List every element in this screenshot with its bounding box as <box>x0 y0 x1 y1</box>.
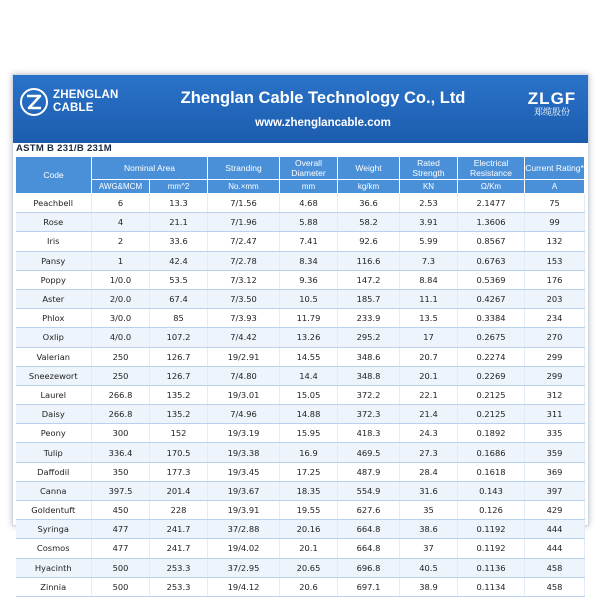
cell-resistance: 0.5369 <box>458 270 525 289</box>
cell-mm2: 253.3 <box>150 577 208 596</box>
cell-strength: 28.4 <box>400 462 458 481</box>
cable-spec-table <box>15 156 585 597</box>
cell-awg-mcm: 450 <box>92 501 150 520</box>
cell-strength: 8.84 <box>400 270 458 289</box>
table-body <box>16 194 585 597</box>
cell-strength: 21.4 <box>400 405 458 424</box>
cell-resistance: 0.2269 <box>458 366 525 385</box>
cell-weight: 92.6 <box>338 232 400 251</box>
cell-code: Zinnia <box>16 577 92 596</box>
cell-awg-mcm: 397.5 <box>92 481 150 500</box>
table-row <box>16 194 585 213</box>
cell-resistance: 0.3384 <box>458 309 525 328</box>
cell-code: Sneezewort <box>16 366 92 385</box>
cell-code: Syringa <box>16 520 92 539</box>
brand-mark <box>524 91 580 118</box>
cell-current: 444 <box>525 520 585 539</box>
cell-code: Peony <box>16 424 92 443</box>
brand-abbrev: ZLGF <box>527 89 577 108</box>
cell-diameter: 11.79 <box>280 309 338 328</box>
cell-diameter: 18.35 <box>280 481 338 500</box>
cell-strength: 31.6 <box>400 481 458 500</box>
table-row <box>16 347 585 366</box>
cell-mm2: 253.3 <box>150 558 208 577</box>
cell-awg-mcm: 1/0.0 <box>92 270 150 289</box>
cell-diameter: 7.41 <box>280 232 338 251</box>
table-row <box>16 232 585 251</box>
cell-strength: 13.5 <box>400 309 458 328</box>
unit-resistance: Ω/Km <box>458 180 525 194</box>
cell-stranding: 19/3.01 <box>208 385 280 404</box>
unit-mm2: mm^2 <box>150 180 208 194</box>
cell-code: Rose <box>16 213 92 232</box>
cell-diameter: 17.25 <box>280 462 338 481</box>
cell-current: 312 <box>525 385 585 404</box>
unit-strength: KN <box>400 180 458 194</box>
header-electrical-resistance: Electrical Resistance <box>458 157 525 180</box>
cell-code: Goldentuft <box>16 501 92 520</box>
cell-resistance: 0.1892 <box>458 424 525 443</box>
cell-mm2: 13.3 <box>150 194 208 213</box>
header-overall-diameter: Overall Diameter <box>280 157 338 180</box>
table-row <box>16 213 585 232</box>
cell-code: Peachbell <box>16 194 92 213</box>
cell-strength: 27.3 <box>400 443 458 462</box>
cell-weight: 233.9 <box>338 309 400 328</box>
table-row <box>16 443 585 462</box>
cell-weight: 116.6 <box>338 251 400 270</box>
cell-resistance: 0.8567 <box>458 232 525 251</box>
cell-awg-mcm: 2 <box>92 232 150 251</box>
cell-current: 153 <box>525 251 585 270</box>
cell-current: 299 <box>525 347 585 366</box>
cell-mm2: 53.5 <box>150 270 208 289</box>
cell-awg-mcm: 477 <box>92 539 150 558</box>
cell-current: 335 <box>525 424 585 443</box>
cell-current: 397 <box>525 481 585 500</box>
cell-mm2: 170.5 <box>150 443 208 462</box>
cell-diameter: 20.16 <box>280 520 338 539</box>
cell-current: 132 <box>525 232 585 251</box>
cell-stranding: 19/3.38 <box>208 443 280 462</box>
cell-mm2: 241.7 <box>150 520 208 539</box>
cell-mm2: 126.7 <box>150 347 208 366</box>
table-row <box>16 501 585 520</box>
cell-code: Laurel <box>16 385 92 404</box>
cell-strength: 5.99 <box>400 232 458 251</box>
cell-diameter: 19.55 <box>280 501 338 520</box>
cell-mm2: 228 <box>150 501 208 520</box>
cell-awg-mcm: 1 <box>92 251 150 270</box>
cell-strength: 40.5 <box>400 558 458 577</box>
header-stranding: Stranding <box>208 157 280 180</box>
header-rated-strength: Rated Strength <box>400 157 458 180</box>
cell-strength: 7.3 <box>400 251 458 270</box>
cell-code: Canna <box>16 481 92 500</box>
cell-code: Aster <box>16 289 92 308</box>
cell-diameter: 16.9 <box>280 443 338 462</box>
company-logo <box>19 87 139 127</box>
table-row <box>16 328 585 347</box>
cell-resistance: 0.2675 <box>458 328 525 347</box>
cell-resistance: 1.3606 <box>458 213 525 232</box>
cell-weight: 627.6 <box>338 501 400 520</box>
cell-diameter: 20.6 <box>280 577 338 596</box>
cell-current: 299 <box>525 366 585 385</box>
cell-resistance: 0.1192 <box>458 520 525 539</box>
cell-stranding: 7/3.50 <box>208 289 280 308</box>
cell-awg-mcm: 250 <box>92 347 150 366</box>
cell-code: Iris <box>16 232 92 251</box>
cell-stranding: 19/3.45 <box>208 462 280 481</box>
cell-mm2: 21.1 <box>150 213 208 232</box>
cell-stranding: 7/3.93 <box>208 309 280 328</box>
cell-current: 203 <box>525 289 585 308</box>
zhenglan-logo-icon <box>19 87 49 117</box>
cell-stranding: 7/4.42 <box>208 328 280 347</box>
cell-mm2: 67.4 <box>150 289 208 308</box>
cell-diameter: 4.68 <box>280 194 338 213</box>
table-row <box>16 462 585 481</box>
cell-awg-mcm: 4/0.0 <box>92 328 150 347</box>
table-row <box>16 385 585 404</box>
cell-current: 369 <box>525 462 585 481</box>
brand-chinese: 郑缆股份 <box>533 107 570 117</box>
cell-code: Daffodil <box>16 462 92 481</box>
cell-awg-mcm: 266.8 <box>92 385 150 404</box>
cell-stranding: 7/1.56 <box>208 194 280 213</box>
unit-diameter: mm <box>280 180 338 194</box>
cell-diameter: 5.88 <box>280 213 338 232</box>
cell-diameter: 15.05 <box>280 385 338 404</box>
cell-strength: 38.9 <box>400 577 458 596</box>
cell-stranding: 19/4.02 <box>208 539 280 558</box>
table-row <box>16 251 585 270</box>
cell-awg-mcm: 500 <box>92 558 150 577</box>
cell-current: 234 <box>525 309 585 328</box>
cell-code: Pansy <box>16 251 92 270</box>
cell-stranding: 19/3.67 <box>208 481 280 500</box>
cell-mm2: 135.2 <box>150 385 208 404</box>
cell-weight: 554.9 <box>338 481 400 500</box>
logo-line-2: CABLE <box>53 102 94 114</box>
logo-line-1: ZHENGLAN <box>53 89 119 101</box>
cell-awg-mcm: 250 <box>92 366 150 385</box>
cell-current: 458 <box>525 558 585 577</box>
cell-awg-mcm: 2/0.0 <box>92 289 150 308</box>
cell-weight: 469.5 <box>338 443 400 462</box>
cell-resistance: 0.1686 <box>458 443 525 462</box>
table-row <box>16 577 585 596</box>
cell-strength: 24.3 <box>400 424 458 443</box>
cell-resistance: 0.2274 <box>458 347 525 366</box>
cell-resistance: 0.1192 <box>458 539 525 558</box>
cell-weight: 372.3 <box>338 405 400 424</box>
cell-weight: 664.8 <box>338 539 400 558</box>
cell-strength: 22.1 <box>400 385 458 404</box>
cell-diameter: 20.65 <box>280 558 338 577</box>
header-code: Code <box>16 157 92 194</box>
standard-title: ASTM B 231/B 231M <box>16 143 112 154</box>
unit-current: A <box>525 180 585 194</box>
cell-weight: 664.8 <box>338 520 400 539</box>
cell-weight: 372.2 <box>338 385 400 404</box>
cell-current: 176 <box>525 270 585 289</box>
cell-resistance: 0.1136 <box>458 558 525 577</box>
cell-diameter: 14.4 <box>280 366 338 385</box>
cell-strength: 20.7 <box>400 347 458 366</box>
cell-strength: 20.1 <box>400 366 458 385</box>
cell-mm2: 135.2 <box>150 405 208 424</box>
unit-stranding: No.×mm <box>208 180 280 194</box>
cell-awg-mcm: 266.8 <box>92 405 150 424</box>
cell-weight: 58.2 <box>338 213 400 232</box>
cell-awg-mcm: 6 <box>92 194 150 213</box>
table-row <box>16 309 585 328</box>
cell-diameter: 14.88 <box>280 405 338 424</box>
cell-diameter: 15.95 <box>280 424 338 443</box>
cell-diameter: 20.1 <box>280 539 338 558</box>
table-row <box>16 539 585 558</box>
cell-resistance: 0.126 <box>458 501 525 520</box>
cell-awg-mcm: 500 <box>92 577 150 596</box>
cell-stranding: 7/4.80 <box>208 366 280 385</box>
cell-weight: 348.6 <box>338 347 400 366</box>
cell-diameter: 9.36 <box>280 270 338 289</box>
cell-awg-mcm: 336.4 <box>92 443 150 462</box>
table-row <box>16 520 585 539</box>
cell-code: Poppy <box>16 270 92 289</box>
company-name: Zhenglan Cable Technology Co., Ltd <box>180 89 466 107</box>
cell-weight: 697.1 <box>338 577 400 596</box>
cell-code: Oxlip <box>16 328 92 347</box>
cell-code: Cosmos <box>16 539 92 558</box>
cell-strength: 35 <box>400 501 458 520</box>
cell-stranding: 7/4.96 <box>208 405 280 424</box>
cell-current: 311 <box>525 405 585 424</box>
datasheet-panel <box>12 74 589 592</box>
cell-code: Valerian <box>16 347 92 366</box>
cell-code: Phlox <box>16 309 92 328</box>
cell-strength: 37 <box>400 539 458 558</box>
cell-stranding: 7/2.78 <box>208 251 280 270</box>
cell-mm2: 152 <box>150 424 208 443</box>
cell-stranding: 7/1.96 <box>208 213 280 232</box>
cell-current: 99 <box>525 213 585 232</box>
cell-strength: 2.53 <box>400 194 458 213</box>
cell-mm2: 107.2 <box>150 328 208 347</box>
cell-stranding: 37/2.95 <box>208 558 280 577</box>
cell-weight: 295.2 <box>338 328 400 347</box>
cell-code: Tulip <box>16 443 92 462</box>
cell-mm2: 42.4 <box>150 251 208 270</box>
cell-current: 444 <box>525 539 585 558</box>
table-row <box>16 366 585 385</box>
cell-diameter: 13.26 <box>280 328 338 347</box>
table-row <box>16 424 585 443</box>
header-nominal-area: Nominal Area <box>92 157 208 180</box>
table-row <box>16 481 585 500</box>
table-row <box>16 405 585 424</box>
cell-mm2: 33.6 <box>150 232 208 251</box>
cell-mm2: 85 <box>150 309 208 328</box>
cell-resistance: 0.1618 <box>458 462 525 481</box>
header-banner <box>13 75 588 143</box>
cell-strength: 3.91 <box>400 213 458 232</box>
table-row <box>16 289 585 308</box>
cell-strength: 38.6 <box>400 520 458 539</box>
cell-weight: 185.7 <box>338 289 400 308</box>
cell-stranding: 19/4.12 <box>208 577 280 596</box>
cell-current: 429 <box>525 501 585 520</box>
cell-weight: 147.2 <box>338 270 400 289</box>
cell-current: 458 <box>525 577 585 596</box>
cell-awg-mcm: 300 <box>92 424 150 443</box>
cell-resistance: 0.6763 <box>458 251 525 270</box>
cell-current: 359 <box>525 443 585 462</box>
cell-resistance: 0.143 <box>458 481 525 500</box>
cell-current: 270 <box>525 328 585 347</box>
table-row <box>16 558 585 577</box>
cell-mm2: 126.7 <box>150 366 208 385</box>
cell-awg-mcm: 4 <box>92 213 150 232</box>
cell-diameter: 14.55 <box>280 347 338 366</box>
header-weight: Weight <box>338 157 400 180</box>
cell-mm2: 201.4 <box>150 481 208 500</box>
cell-resistance: 0.2125 <box>458 385 525 404</box>
cell-resistance: 0.4267 <box>458 289 525 308</box>
unit-weight: kg/km <box>338 180 400 194</box>
website-link[interactable]: www.zhenglancable.com <box>255 117 391 129</box>
cell-mm2: 241.7 <box>150 539 208 558</box>
cell-mm2: 177.3 <box>150 462 208 481</box>
cell-resistance: 0.1134 <box>458 577 525 596</box>
cell-weight: 418.3 <box>338 424 400 443</box>
cell-resistance: 2.1477 <box>458 194 525 213</box>
unit-awg-mcm: AWG&MCM <box>92 180 150 194</box>
cell-weight: 36.6 <box>338 194 400 213</box>
cell-code: Hyacinth <box>16 558 92 577</box>
header-current-rating: Current Rating* <box>525 157 585 180</box>
cell-strength: 11.1 <box>400 289 458 308</box>
cell-code: Daisy <box>16 405 92 424</box>
cell-resistance: 0.2125 <box>458 405 525 424</box>
cell-awg-mcm: 350 <box>92 462 150 481</box>
cell-diameter: 8.34 <box>280 251 338 270</box>
cell-current: 75 <box>525 194 585 213</box>
cell-weight: 696.8 <box>338 558 400 577</box>
cell-stranding: 7/3.12 <box>208 270 280 289</box>
cell-stranding: 19/2.91 <box>208 347 280 366</box>
cell-stranding: 37/2.88 <box>208 520 280 539</box>
cell-stranding: 19/3.91 <box>208 501 280 520</box>
cell-awg-mcm: 3/0.0 <box>92 309 150 328</box>
cell-weight: 487.9 <box>338 462 400 481</box>
table-row <box>16 270 585 289</box>
cell-diameter: 10.5 <box>280 289 338 308</box>
cell-stranding: 7/2.47 <box>208 232 280 251</box>
cell-awg-mcm: 477 <box>92 520 150 539</box>
cell-strength: 17 <box>400 328 458 347</box>
cell-stranding: 19/3.19 <box>208 424 280 443</box>
cell-weight: 348.8 <box>338 366 400 385</box>
